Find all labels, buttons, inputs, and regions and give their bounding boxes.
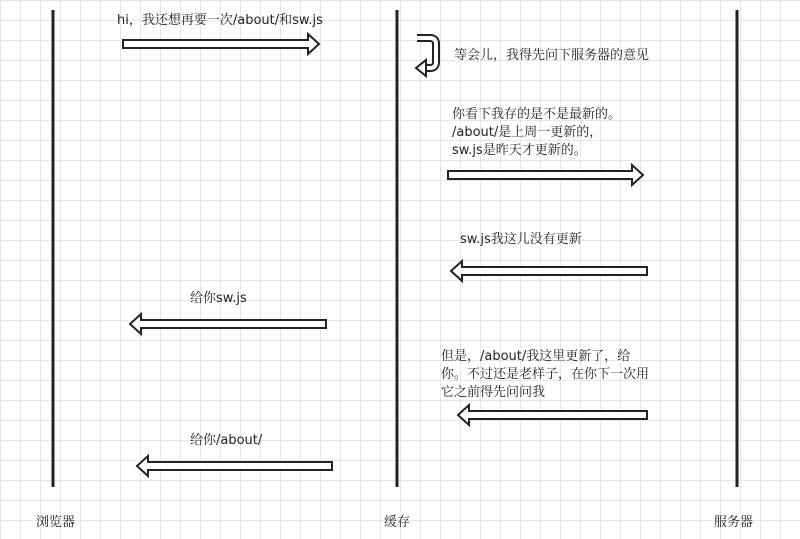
arrow-browser-to-cache <box>123 34 319 54</box>
arrow-cache-to-server <box>448 165 643 185</box>
actor-browser: 浏览器 <box>36 515 76 530</box>
arrow-server-to-cache-2 <box>458 405 647 425</box>
message-7-label: 给你/about/ <box>190 433 263 448</box>
message-6-line-1: 但是，/about/我这里更新了，给 <box>441 349 631 364</box>
actor-cache: 缓存 <box>384 515 411 530</box>
self-loop-arrow <box>416 38 436 76</box>
message-6-label <box>441 348 649 402</box>
message-6-line-2: 你。不过还是老样子，在你下一次用 <box>441 367 650 382</box>
arrow-cache-to-browser-1 <box>130 314 326 334</box>
message-3-label <box>452 106 621 160</box>
message-2-label: 等会儿，我得先问下服务器的意见 <box>454 48 650 63</box>
message-6-line-3: 它之前得先问问我 <box>441 385 546 400</box>
arrow-cache-to-browser-2 <box>137 456 332 476</box>
message-4-label: sw.js我这儿没有更新 <box>460 232 582 247</box>
message-3-line-3: sw.js是昨天才更新的。 <box>452 143 587 158</box>
message-1-label: hi，我还想再要一次/about/和sw.js <box>117 13 323 28</box>
message-5-label: 给你sw.js <box>190 291 247 306</box>
actor-server: 服务器 <box>714 515 754 530</box>
message-3-line-1: 你看下我存的是不是最新的。 <box>452 107 622 122</box>
arrow-server-to-cache-1 <box>451 261 647 281</box>
message-3-line-2: /about/是上周一更新的， <box>452 125 603 140</box>
